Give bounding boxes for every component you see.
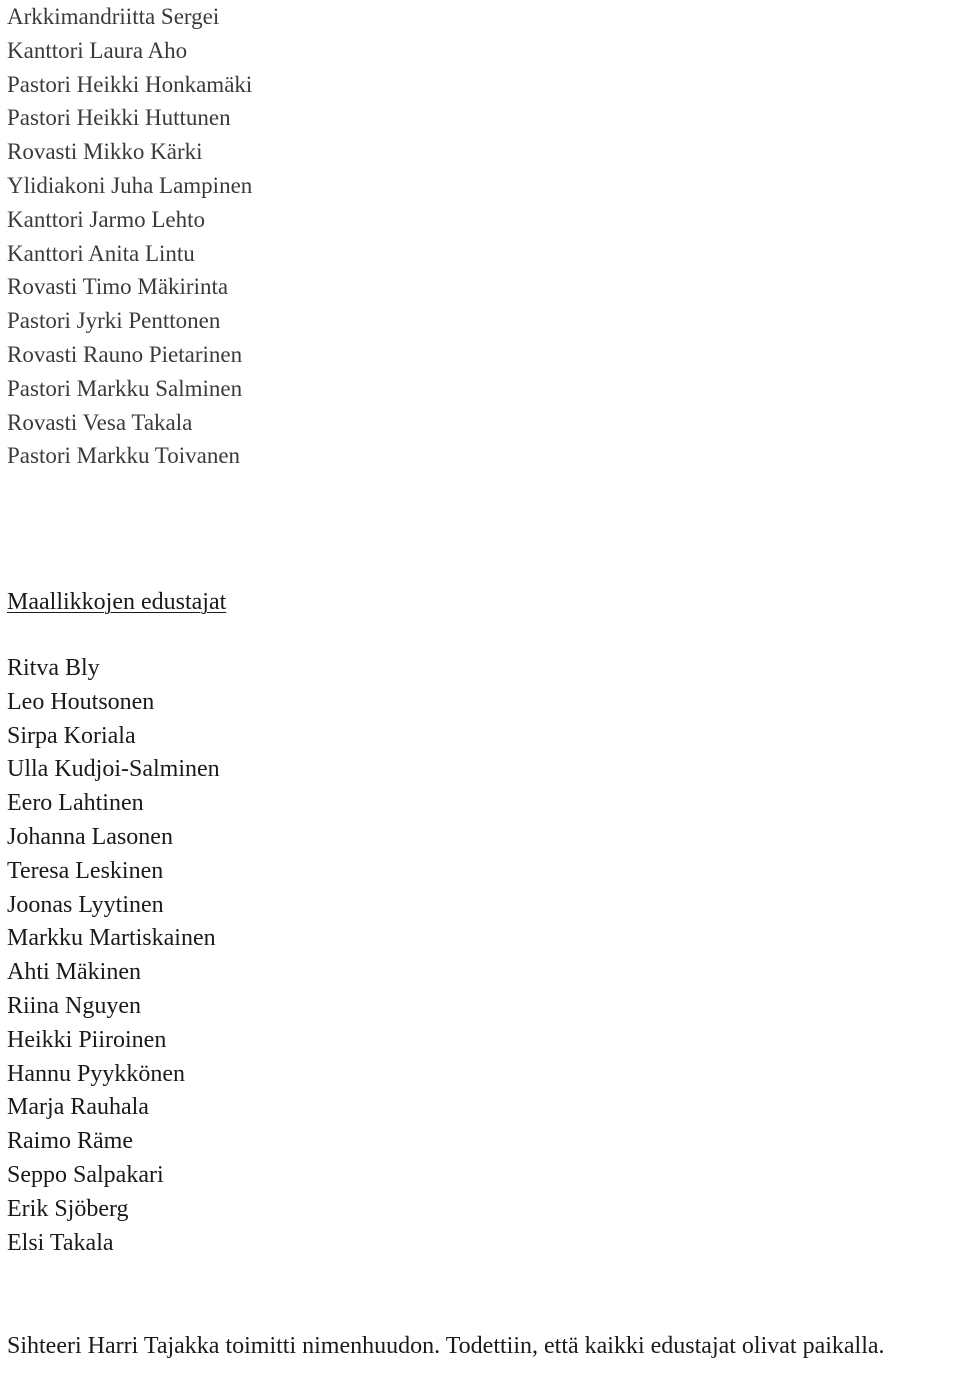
lay-member-item: Raimo Räme (7, 1128, 133, 1155)
clergy-item: Pastori Jyrki Penttonen (7, 308, 221, 334)
clergy-item: Rovasti Mikko Kärki (7, 139, 203, 165)
lay-member-item: Sirpa Koriala (7, 722, 136, 749)
lay-member-item: Marja Rauhala (7, 1094, 149, 1121)
lay-representatives-heading: Maallikkojen edustajat (7, 589, 227, 615)
lay-member-item: Leo Houtsonen (7, 688, 155, 715)
clergy-item: Rovasti Rauno Pietarinen (7, 341, 243, 367)
clergy-item: Pastori Heikki Honkamäki (7, 71, 253, 97)
lay-member-item: Eero Lahtinen (7, 790, 144, 817)
clergy-item: Kanttori Anita Lintu (7, 240, 195, 266)
lay-representatives-list (7, 652, 220, 1260)
clergy-item: Pastori Heikki Huttunen (7, 105, 231, 131)
clergy-item: Pastori Markku Toivanen (7, 443, 241, 469)
clergy-list (7, 0, 252, 473)
clergy-item: Arkkimandriitta Sergei (7, 4, 220, 29)
lay-member-item: Ulla Kudjoi-Salminen (7, 756, 220, 783)
clergy-item: Kanttori Jarmo Lehto (7, 206, 206, 232)
lay-member-item: Riina Nguyen (7, 992, 141, 1019)
roll-call-paragraph: Sihteeri Harri Tajakka toimitti nimenhuudon. Todettiin, että kaikki edustajat olivat paikalla. (7, 1333, 885, 1359)
lay-member-item: Markku Martiskainen (7, 925, 216, 952)
clergy-item: Ylidiakoni Juha Lampinen (7, 172, 253, 198)
lay-member-item: Seppo Salpakari (7, 1161, 164, 1188)
lay-member-item: Joonas Lyytinen (7, 891, 164, 918)
lay-member-item: Teresa Leskinen (7, 857, 164, 884)
lay-member-item: Hannu Pyykkönen (7, 1060, 185, 1087)
clergy-item: Pastori Markku Salminen (7, 375, 243, 401)
clergy-item: Rovasti Vesa Takala (7, 409, 193, 435)
lay-member-item: Johanna Lasonen (7, 823, 173, 850)
lay-member-item: Erik Sjöberg (7, 1195, 129, 1222)
clergy-item: Kanttori Laura Aho (7, 37, 188, 63)
lay-member-item: Elsi Takala (7, 1229, 114, 1256)
lay-member-item: Heikki Piiroinen (7, 1026, 167, 1053)
clergy-item: Rovasti Timo Mäkirinta (7, 274, 229, 300)
lay-member-item: Ritva Bly (7, 655, 100, 681)
lay-member-item: Ahti Mäkinen (7, 959, 141, 986)
